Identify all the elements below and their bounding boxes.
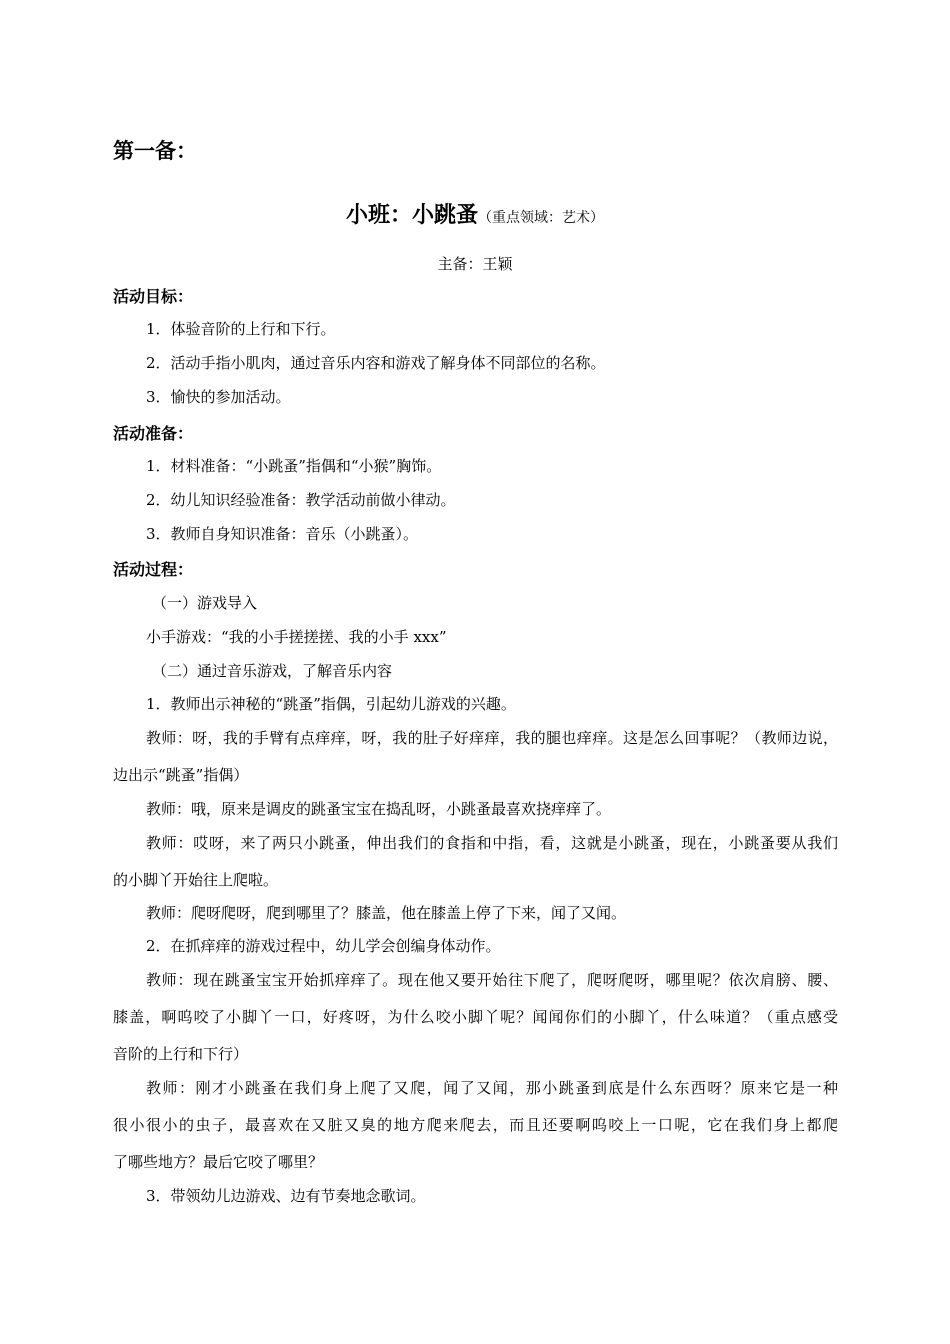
process-line: 音阶的上行和下行）	[113, 1045, 249, 1063]
preparer-line: 主备：王颖	[437, 255, 513, 273]
process-line: 边出示“跳蚤”指偶）	[113, 766, 249, 784]
preparation-item: 2．幼儿知识经验准备：教学活动前做小律动。	[146, 491, 456, 509]
process-line: 2．在抓痒痒的游戏过程中，幼儿学会创编身体动作。	[146, 937, 501, 955]
preparation-item: 3．教师自身知识准备：音乐（小跳蚤）。	[146, 525, 419, 543]
process-line: 教师：哦，原来是调皮的跳蚤宝宝在捣乱呀，小跳蚤最喜欢挠痒痒了。	[146, 800, 612, 818]
process-line: （一）游戏导入	[152, 594, 258, 612]
process-heading: 活动过程：	[113, 560, 194, 579]
process-line: 教师：哎呀，来了两只小跳蚤，伸出我们的食指和中指，看，这就是小跳蚤，现在，小跳蚤要从我们	[146, 834, 838, 852]
title-main: 小班：小跳蚤	[345, 203, 478, 228]
preparation-heading: 活动准备：	[113, 424, 194, 443]
goal-item: 2．活动手指小肌肉，通过音乐内容和游戏了解身体不同部位的名称。	[146, 354, 606, 372]
process-line: 很小很小的虫子，最喜欢在又脏又臭的地方爬来爬去，而且还要啊呜咬上一口呢，它在我们身上都爬	[113, 1116, 838, 1134]
process-line: 小手游戏：“我的小手搓搓搓、我的小手 xxx”	[146, 628, 447, 646]
process-line: 膝盖，啊呜咬了小脚丫一口，好疼呀，为什么咬小脚丫呢？闻闻你们的小脚丫，什么味道？（重点感受	[113, 1008, 838, 1026]
process-line: 教师：呀，我的手臂有点痒痒，呀，我的肚子好痒痒，我的腿也痒痒。这是怎么回事呢？（教师边说，	[146, 729, 838, 747]
process-line: 教师：现在跳蚤宝宝开始抓痒痒了。现在他又要开始往下爬了，爬呀爬呀，哪里呢？依次肩膀、腰、	[146, 971, 838, 989]
goal-item: 3．愉快的参加活动。	[146, 388, 291, 406]
process-line: 教师：爬呀爬呀，爬到哪里了？膝盖，他在膝盖上停了下来，闻了又闻。	[146, 904, 627, 922]
section-heading: 第一备：	[113, 139, 197, 163]
process-line: 的小脚丫开始往上爬啦。	[113, 871, 279, 889]
goal-item: 1．体验音阶的上行和下行。	[146, 320, 336, 338]
goals-heading: 活动目标：	[113, 287, 194, 306]
process-line: （二）通过音乐游戏，了解音乐内容	[152, 662, 393, 680]
process-line: 了哪些地方？最后它咬了哪里？	[113, 1153, 324, 1171]
process-line: 1．教师出示神秘的“跳蚤”指偶，引起幼儿游戏的兴趣。	[146, 695, 516, 713]
title-note: （重点领域：艺术）	[478, 210, 604, 226]
process-line: 教师：刚才小跳蚤在我们身上爬了又爬，闻了又闻，那小跳蚤到底是什么东西呀？原来它是一种	[146, 1079, 838, 1097]
process-line: 3．带领幼儿边游戏、边有节奏地念歌词。	[146, 1187, 426, 1205]
document-title	[0, 198, 950, 229]
preparation-item: 1．材料准备：“小跳蚤”指偶和“小猴”胸饰。	[146, 457, 442, 475]
